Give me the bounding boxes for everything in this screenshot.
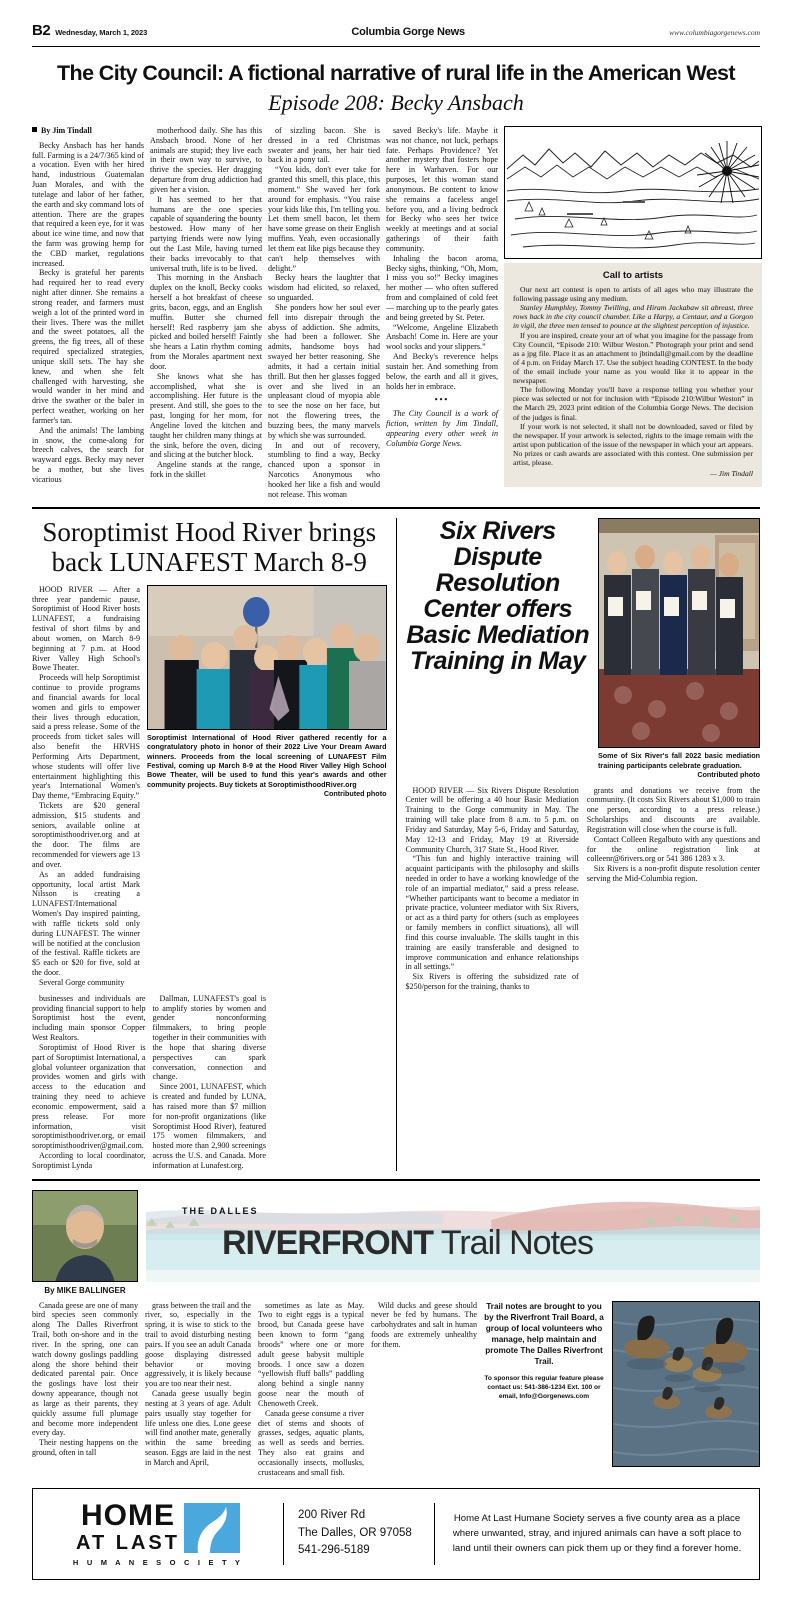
ad-address <box>284 1507 434 1560</box>
paragraph: “You kids, don't ever take for granted this smell, this place, this moment.” She waved her fork around for emphasis. “You raise your kids like this, I'm telling you. Let them smell bacon, let them have some grease on their English muffins. Yeah, even occasionally let them eat like pigs because they can't help themselves with delight.” <box>268 165 380 273</box>
photo-artwork <box>599 519 759 748</box>
paragraph: Dallman, LUNAFEST's goal is to amplify stories by women and gender nonconforming filmmakers, to bring people together in their communities with the hope that sharing diverse perspectives can spark conversation, connection and change. <box>152 993 266 1082</box>
ad-phone[interactable]: 541-296-5189 <box>298 1544 370 1557</box>
ad-address-line: The Dalles, OR 97058 <box>298 1526 412 1539</box>
feature-headline-block <box>18 61 774 116</box>
trail-notes-section <box>18 1190 774 1478</box>
soroptimist-lead-block <box>32 585 387 988</box>
ad-blurb: Home At Last Humane Society serves a five county area as a place where unwanted, stray, and injured animals can have a soft place to land until their owners can pick them up or they find a forever home. <box>452 1512 742 1555</box>
paragraph: grants and donations we receive from the community. (It costs Six Rivers about $1,000 to train one person, according to a press release.) Scholarships and discounts are available. Registration will close when the course is full. <box>586 785 760 834</box>
trail-notes-header <box>32 1190 760 1295</box>
trail-col-1 <box>32 1301 138 1478</box>
paragraph: “This fun and highly interactive training will acquaint participants with the philosophy and skills needed in order to have a working knowledge of the role of an impartial mediator,” said a press release. “Whether participants want to become a mediator in private practice, volunteer mediator with Six Rivers, or act as a third party for others (such as employees or family members in conflict situations), all will find this course invaluable. The skills taught in this training are easily transferable and designed to improve communication and enhance relationships in all settings.” <box>405 854 579 972</box>
paragraph: If you are inspired, create your art of what you imagine for the passage from City Council, “Episode 210: Wilbur Weston.” Photograph your print and send as a jpg file. Place it as an attachment to jbtindall@gmail.com by the deadline of 4 p.m. on Friday March 17. Use the subject heading CONTEST. In the body of the email include your name as you would like it to appear in the newspaper. <box>513 330 753 386</box>
trail-notes-banner <box>146 1190 760 1282</box>
contest-passage: Stanley Humphley, Tommy Twilling, and Hiram Jackabaw sit abreast, three rows back in the city council chamber. Like a Harpy, a Centaur, and a Gorgon in vigil, the three men tensed to pounce at the slightest perception of injustice. <box>513 303 753 331</box>
paragraph: As an added fundraising opportunity, local artist Mark Nilsson is creating a LUNAFEST/International Women's Day inspired painting, with raffle tickets sold only during LUNAFEST. The winner will be notified at the conclusion of the festival. Raffle tickets are $5 each or $20 for five, sold at the door. <box>32 869 140 978</box>
page-title: The City Council: A fictional narrative of rural life in the American West <box>57 61 735 85</box>
column-divider <box>396 518 397 1170</box>
ad-address-line: 200 River Rd <box>298 1508 366 1521</box>
portrait-artwork <box>33 1191 137 1282</box>
six-rivers-body <box>406 786 761 992</box>
author-portrait <box>32 1190 138 1282</box>
artwork-illustration <box>504 126 762 259</box>
caption-text: Soroptimist International of Hood River gathered recently for a congratulatory photo in honor of their 2022 Live Your Dream Award winners. Proceeds from the local screening of LUNAFEST Film Festival, coming up March 8-9 at the Hood River Valley High School Bowe Theater, will be used to fund this year's awards and other community projects. Buy tickets at SoroptimisthoodRiver.org <box>147 732 387 789</box>
caption-text: Some of Six River's fall 2022 basic mediation training participants celebrate graduation. <box>598 751 760 770</box>
masthead-rule <box>32 46 760 47</box>
feature-subhead: Episode 208: Becky Ansbach <box>268 90 524 115</box>
paragraph: Since 2001, LUNAFEST, which is created and funded by LUNA, has raised more than $7 million for non-profit organizations (like Soroptimist Hood River), featured 175 women filmmakers, and hosted more than 2,900 screenings across the U.S. and Canada. More information at Lunafest.org. <box>152 1082 266 1170</box>
paragraph: Their nesting happens on the ground, often in tall <box>32 1438 138 1458</box>
six-rivers-col-b <box>587 786 760 992</box>
paragraph: HOOD RIVER — Six Rivers Dispute Resolution Center will be offering a 40 hour Basic Mediation Training to the Gorge community in May. The training will take place from 8 a.m. to 5 p.m. on Friday and Saturday, May 5-6, Friday and Saturday, May 12-13 and Friday, May 19 at Riverside Community Church, 317 State St., Hood River. <box>405 785 579 854</box>
paragraph: Several Gorge community <box>39 977 125 987</box>
paragraph: If your work is not selected, it shall not be downloaded, saved or filed by the newspaper. If your artwork is selected, rights to the image remain with the artist upon publication of the issue of the newspaper in which your art appears. No prizes or cash awards are associated with this contest. One submission per artist, please. <box>513 421 753 468</box>
paragraph: The following Monday you'll have a response telling you whether your piece was selected or not for inclusion with “Episode 210:Wilbur Weston” in the March 29, 2023 print edition of the Columbia Gorge News. The decision of the judges is final. <box>513 385 753 422</box>
feature-column-3 <box>268 126 380 499</box>
trail-sponsor-and-photo <box>484 1301 760 1478</box>
masthead <box>18 0 774 43</box>
soroptimist-photo-block <box>147 585 387 988</box>
paragraph: Canada geese usually begin nesting at 3 years of age. Adult pairs usually stay together for life unless one dies. Lone geese will find another mate, generally within the same breeding season. Eggs are laid in the nest in March and April, <box>145 1389 251 1467</box>
soroptimist-col-c <box>273 994 387 1171</box>
section-two <box>18 518 774 1170</box>
paragraph: She knows what she has accomplished, what she is accomplishing. Her future is the present. And still, she goes to the past, longing for her mom, for Angeline loved the kitchen and taught her children many things at the sink, before the oven, dicing and slicing at the butcher block. <box>150 371 262 460</box>
paragraph: Proceeds will help Soroptimist continue to provide programs and financial awards for local women and girls to empower their lives through education, said a press release. Some of the proceeds from ticket sales will also benefit the HRVHS Performing Arts Department, whose students will offer live entertainment highlighting this year's International Women's Day theme, “Embracing Equity.” <box>32 673 140 801</box>
byline-text: By Jim Tindall <box>41 126 92 135</box>
ad-logo <box>33 1498 283 1567</box>
byline <box>32 126 144 136</box>
paragraph: And the animals! The lambing in snow, the come-along for breech calves, the search for wayward eggs. Becky may never be a mother, but she lives vicarious <box>32 425 144 484</box>
paragraph: And Becky's reverence helps sustain her. And something from below, the earth and all it gives, holds her in embrace. <box>386 352 498 391</box>
paragraph: It has seemed to her that humans are the one species capable of squandering the bounty bestowed. How many of her partying friends were now lying out the Last Mile, having turned their backs irrevocably to that universal truth, life is to be lived. <box>150 194 262 273</box>
paragraph: In and out of recovery, stumbling to find a way, Becky chanced upon a sponsor in Narcotics Anonymous who hooked her like a fish and would not release. This woman <box>268 440 380 499</box>
page-folio: B2 <box>32 22 51 39</box>
dog-silhouette-icon <box>184 1503 240 1553</box>
publication-website: www.columbiagorgenews.com <box>669 28 760 37</box>
paragraph: Our next art contest is open to artists of all ages who may illustrate the following passage using any medium. <box>513 285 753 304</box>
six-rivers-headline: Six Rivers Dispute Resolution Center offers Basic Mediation Training in May <box>406 517 590 676</box>
soroptimist-group-photo <box>147 585 387 730</box>
paragraph: Soroptimist of Hood River is part of Soroptimist International, a global volunteer organization that provides women and girls with access to the education and training they need to achieve economic empowerment, said a press release. For more information, visit soroptimisthoodriver.org, or email soroptimisthoodriver@gmail.com. <box>32 1042 146 1151</box>
bullet-square-icon <box>32 127 37 132</box>
paragraph: Contact Colleen Regalbuto with any questions and for the online registration link at colleenr@6rivers.org or 541 386 1283 x 3. <box>586 834 760 864</box>
paragraph: Angeline stands at the range, fork in the skillet <box>150 460 262 479</box>
call-to-artists-box <box>504 263 762 487</box>
ad-logo-line-3: H U M A N E S O C I E T Y <box>72 1557 244 1567</box>
author-photo-block <box>32 1190 138 1295</box>
paragraph: “Welcome, Angeline Elizabeth Ansbach! Come in. Here are your wool socks and your slippers.” <box>386 322 498 352</box>
ad-logo-line-1: HOME <box>80 1498 175 1532</box>
feature-column-2 <box>150 126 262 499</box>
paragraph: She ponders how her soul ever fell into disrepair through the abyss of addiction. She admits, she had been a follower. She admits, handsome boys had swayed her better reasoning. She admits, it had a certain initial thrill. But then her glasses fogged over and she lived in an unpleasant cloud of myopia able to see the nose on her face, but not the flowering trees, the buzzing bees, the many marvels by which she was surrounded. <box>268 302 380 440</box>
trail-col-3 <box>258 1301 364 1478</box>
sponsor-message: Trail notes are brought to you by the Riverfront Trail Board, a group of local volunteers who manage, help maintain and promote The Dalles Riverfront Trail. <box>484 1301 604 1366</box>
trail-sponsor-box <box>484 1301 604 1467</box>
paragraph: Becky Ansbach has her hands full. Farming is a 24/7/365 kind of a vocation. Even with her hired hand, industrious Guatemalan Juan Morales, and with the tutelage and labor of her father, the earth and sky command lots of attention. There are the grapes that required a keen eye, for it was about ice wine time, and now that the farm was growing hemp for the CBD market, regulations increased. <box>32 140 144 268</box>
paragraph: Wild ducks and geese should never be fed by humans. The carbohydrates and salt in human foods are extremely unhealthy for them. <box>371 1300 477 1349</box>
soroptimist-photo-caption <box>147 733 387 799</box>
paragraph: grass between the trail and the river, so, especially in the spring, it is wise to stick to the trail to avoid disturbing nesting pairs. If you see an adult Canada goose displaying distressed behavior or moving aggressively, it is likely because you are too near their nest. <box>145 1300 251 1389</box>
feature-article <box>18 126 774 499</box>
geese-on-water-artwork <box>613 1302 759 1467</box>
sponsor-contact: To sponsor this regular feature please contact us: 541-386-1234 Ext. 100 or email, Info@Gorgenews.com <box>484 1375 604 1401</box>
trail-title-light: Trail Notes <box>433 1223 593 1262</box>
photo-credit: Contributed photo <box>323 788 387 798</box>
paragraph: of sizzling bacon. She is dressed in a red Christmas sweater and jeans, her hair tied back in a pony tail. <box>268 126 380 165</box>
section-break-dots: ••• <box>434 395 450 405</box>
paragraph: sometimes as late as May. Two to eight eggs is a typical brood, but Canada geese have been known to form “gang broods” where one or more adult geese babysit multiple broods. I once saw a dozen “yellowish fluff balls” paddling along behind a single nanny goose near the mouth of Chenoweth Creek. <box>258 1300 364 1408</box>
section-divider-2 <box>32 1179 760 1181</box>
fiction-disclaimer: The City Council is a work of fiction, written by Jim Tindall, appearing every other week in Columbia Gorge News. <box>386 409 498 448</box>
trail-banner-kicker: THE DALLES <box>182 1205 259 1216</box>
landscape-line-art <box>505 127 761 258</box>
paragraph: According to local coordinator, Soroptimist Lynda <box>32 1150 146 1170</box>
paragraph: Canada geese consume a river diet of stems and shoots of grasses, sedges, aquatic plants, as well as seeds and berries. They also eat grains and occasionally insects, mollusks, crustaceans and small fish. <box>258 1408 364 1477</box>
soroptimist-col-a <box>32 994 146 1171</box>
paragraph: saved Becky's life. Maybe it was not chance, not luck, perhaps fate. Perhaps Providence? Yet another mystery that fosters hope here in Warhaven. For our purposes, let this woman stand anonymous. Be content to know she remains a faceless angel before you, and a living bedrock for Becky who sees her twice weekly at meetings and at social gatherings of their faith community. <box>386 126 498 253</box>
trail-title-bold: RIVERFRONT <box>222 1223 433 1262</box>
issue-date: Wednesday, March 1, 2023 <box>55 28 148 37</box>
six-rivers-photo-caption <box>598 751 760 779</box>
trail-col-2 <box>145 1301 251 1478</box>
soroptimist-headline: Soroptimist Hood River brings back LUNAFEST March 8-9 <box>42 517 377 577</box>
paragraph: Canada geese are one of many bird species seen commonly along The Dalles Riverfront Trail, both on-shore and in the river. In the spring, one can watch downy goslings paddling along the shore behind their dedicated parental pair. Once the goslings have lost their downy appearance, though not as large as their parents, they quickly assume full plumage and become more independent every day. <box>32 1300 138 1438</box>
soroptimist-article <box>32 518 387 1170</box>
callbox-signature: — Jim Tindall <box>709 469 753 479</box>
six-rivers-graduation-photo <box>598 518 760 748</box>
photo-credit: Contributed photo <box>697 770 760 780</box>
paragraph: Six Rivers is a non-profit dispute resolution center serving the Mid-Columbia region. <box>586 864 760 883</box>
paragraph: Becky is grateful her parents had required her to read every night after dinner. She remains a strong reader, and farmers must weigh a lot of the printed word in their lives. There was the millet and the sweet potatoes, all the greens, the fig trees, all of these required specialized strategies, unique skill sets. The hay she knew, and when she felt challenged with harvesting, she would wander in her mind and drive the swather or the baler in perfect weather, working on her farmer's tan. <box>32 268 144 425</box>
paragraph: This morning in the Ansbach duplex on the knoll, Becky cooks herself a hot breakfast of cheese grits, bacon, eggs, and an English muffin. Butter she churned herself! Red raspberry jam she picked and boiled herself! Faintly she hears a Latin rhythm coming from the Morales apartment next door. <box>150 273 262 371</box>
paragraph: Becky hears the laughter that wisdom had elicited, so relaxed, so unguarded. <box>268 273 380 303</box>
six-rivers-col-a <box>406 786 579 992</box>
paragraph: Tickets are $20 general admission, $15 students and seniors, available online at soroptimisthoodriver.org and at the door. The films are recommended for viewers age 13 and over. <box>32 801 140 869</box>
humane-society-ad[interactable] <box>32 1488 760 1580</box>
trail-notes-byline: By MIKE BALLINGER <box>44 1285 126 1295</box>
feature-sidebar <box>504 126 762 499</box>
photo-artwork <box>148 586 386 730</box>
feature-column-1 <box>32 126 144 499</box>
paragraph: Inhaling the bacon aroma, Becky sighs, thinking, “Oh, Mom, I miss you so!” Becky imagines her mother — who often suffered from and complained of cold feet — marching up to the pearly gates and being greeted by St. Peter. <box>386 253 498 322</box>
publication-name: Columbia Gorge News <box>351 26 465 38</box>
trail-banner-title <box>222 1224 593 1263</box>
paragraph: businesses and individuals are providing financial support to help Soroptimist host the event, including main sponsor Copper West Realtors. <box>32 993 146 1043</box>
soroptimist-continuation <box>32 994 387 1171</box>
soroptimist-col-b <box>153 994 267 1171</box>
trail-notes-body <box>32 1301 760 1478</box>
six-rivers-photo-block <box>598 518 760 779</box>
geese-photo <box>612 1301 760 1467</box>
callbox-title: Call to artists <box>602 270 664 281</box>
trail-col-4 <box>371 1301 477 1478</box>
ad-logo-line-2: AT LAST <box>76 1531 180 1554</box>
six-rivers-article <box>406 518 761 1170</box>
section-divider-1 <box>32 507 760 509</box>
paragraph: motherhood daily. She has this Ansbach brood. None of her animals are stupid; they live each in their own way to survive, to thrive the species. Her dragging departure from drug addiction had given her a vision. <box>150 126 262 194</box>
paragraph: HOOD RIVER — After a three year pandemic pause, Soroptimist of Hood River hosts LUNAFEST, a fundraising festival of short films by and about women, on March 8-9 beginning at 7 p.m. at Hood River Valley High School's Bowe Theater. <box>32 584 140 673</box>
paragraph: Six Rivers is offering the subsidized rate of $250/person for the training, thanks to <box>405 972 579 992</box>
soroptimist-lead-column <box>32 585 140 988</box>
feature-column-4 <box>386 126 498 499</box>
